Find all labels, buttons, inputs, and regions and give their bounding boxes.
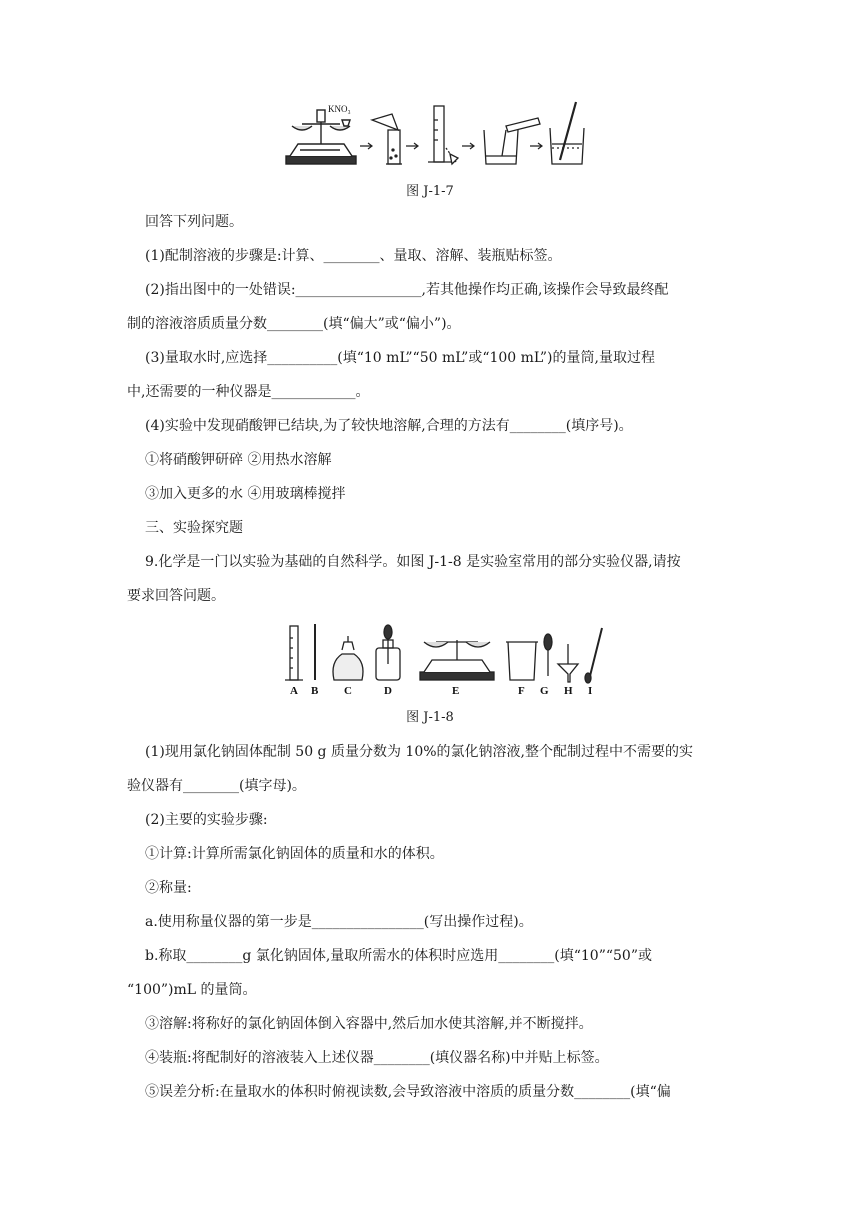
dropper-bottle-d [376, 625, 400, 680]
step-error-analysis: ⑤误差分析:在量取水的体积时俯视读数,会导致溶液中溶质的质量分数________(填“偏 [145, 1084, 671, 1100]
pouring-water-illustration [484, 118, 540, 164]
step-bottle: ④装瓶:将配制好的溶液装入上述仪器________(填仪器名称)中并贴上标签。 [145, 1050, 609, 1066]
figure-caption-8: 图 J-1-8 [406, 710, 454, 725]
label-h: H [564, 685, 573, 697]
question-3-line-1: (3)量取水时,应选择__________(填“10 mL”“50 mL”或“100 mL”)的量筒,量取过程 [145, 350, 655, 366]
step-weigh-a: a.使用称量仪器的第一步是________________(写出操作过程)。 [145, 914, 533, 930]
measuring-cylinder-illustration [428, 106, 458, 164]
step-calculate: ①计算:计算所需氯化钠固体的质量和水的体积。 [145, 846, 444, 862]
kno3-label: KNO₃ [328, 104, 351, 114]
section-heading: 三、实验探究题 [145, 520, 243, 536]
step-weigh: ②称量: [145, 880, 192, 896]
part-2-heading: (2)主要的实验步骤: [145, 812, 268, 828]
balance-illustration [286, 110, 356, 164]
figure-caption-7: 图 J-1-7 [406, 184, 454, 199]
alcohol-lamp-c [333, 636, 363, 680]
spatula-i [585, 628, 602, 683]
option-row-2: ③加入更多的水 ④用玻璃棒搅拌 [145, 486, 346, 502]
figure-j-1-8 [282, 620, 612, 698]
beaker-f [506, 642, 538, 680]
stirring-beaker-illustration [550, 102, 584, 164]
label-e: E [452, 685, 460, 697]
graduated-cylinder-a [285, 626, 303, 680]
label-a: A [290, 685, 298, 697]
apparatus-labels [290, 685, 592, 697]
step-weigh-b-line-2: “100”)mL 的量筒。 [127, 982, 257, 998]
question-4: (4)实验中发现硝酸钾已结块,为了较快地溶解,合理的方法有________(填序号)。 [145, 418, 633, 434]
label-b: B [311, 685, 319, 697]
label-f: F [518, 685, 525, 697]
question-2-line-1: (2)指出图中的一处错误:__________________,若其他操作均正确,该操作会导致最终配 [145, 282, 669, 298]
balance-e [420, 640, 494, 680]
part-1-line-2: 验仪器有________(填字母)。 [127, 778, 306, 794]
label-g: G [540, 685, 549, 697]
step-weigh-b-line-1: b.称取________g 氯化钠固体,量取所需水的体积时应选用________(填“10”“50”或 [145, 948, 652, 964]
question-2-line-2: 制的溶液溶质质量分数________(填“偏大”或“偏小”)。 [127, 316, 461, 332]
step-dissolve: ③溶解:将称好的氯化钠固体倒入容器中,然后加水使其溶解,并不断搅拌。 [145, 1016, 593, 1032]
pouring-solid-illustration [372, 114, 402, 164]
label-c: C [344, 685, 352, 697]
label-i: I [588, 685, 593, 697]
question-1: (1)配制溶液的步骤是:计算、________、量取、溶解、装瓶贴标签。 [145, 248, 562, 264]
label-d: D [384, 685, 392, 697]
question-9-line-1: 9.化学是一门以实验为基础的自然科学。如图 J-1-8 是实验室常用的部分实验仪器,请按 [145, 554, 681, 570]
question-intro: 回答下列问题。 [145, 214, 243, 230]
funnel-h [558, 664, 578, 682]
dropper-g [544, 634, 552, 676]
figure-j-1-7 [280, 100, 590, 172]
question-9-line-2: 要求回答问题。 [127, 588, 225, 604]
question-3-line-2: 中,还需要的一种仪器是____________。 [127, 384, 370, 400]
part-1-line-1: (1)现用氯化钠固体配制 50 g 质量分数为 10%的氯化钠溶液,整个配制过程中不需要的实 [145, 744, 693, 760]
option-row-1: ①将硝酸钾研碎 ②用热水溶解 [145, 452, 332, 468]
